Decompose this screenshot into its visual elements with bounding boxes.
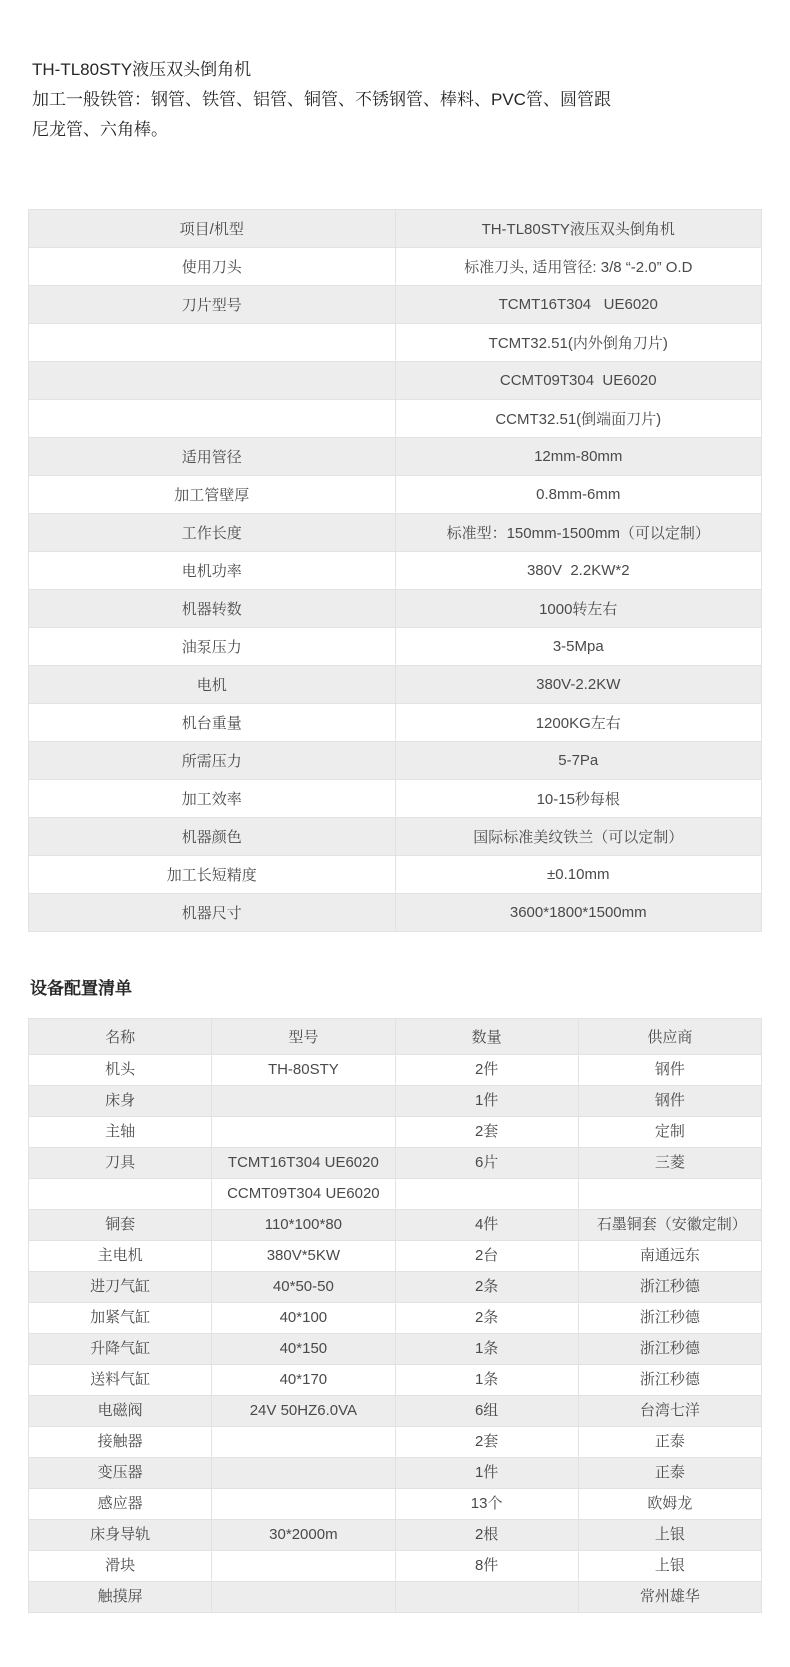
config-cell: 刀具 — [29, 1148, 212, 1179]
spec-value: 380V 2.2KW*2 — [395, 552, 762, 590]
config-cell: TH-80STY — [212, 1055, 395, 1086]
spec-label: 加工效率 — [29, 780, 396, 818]
spec-row — [29, 324, 762, 362]
spec-label: 机台重量 — [29, 704, 396, 742]
spec-row — [29, 590, 762, 628]
config-row — [29, 1272, 762, 1303]
spec-row — [29, 894, 762, 932]
config-row — [29, 1117, 762, 1148]
config-row — [29, 1179, 762, 1210]
config-cell: 滑块 — [29, 1551, 212, 1582]
config-column-header: 供应商 — [578, 1019, 761, 1055]
config-header-row — [29, 1019, 762, 1055]
spec-row — [29, 476, 762, 514]
product-title: TH-TL80STY液压双头倒角机 — [32, 60, 252, 79]
config-cell: 2件 — [395, 1055, 578, 1086]
config-cell: 2套 — [395, 1427, 578, 1458]
spec-label: 机器转数 — [29, 590, 396, 628]
config-cell: 8件 — [395, 1551, 578, 1582]
spec-label — [29, 324, 396, 362]
config-cell: 2根 — [395, 1520, 578, 1551]
spec-value: 3-5Mpa — [395, 628, 762, 666]
config-cell: 2台 — [395, 1241, 578, 1272]
config-cell: 浙江秒德 — [578, 1272, 761, 1303]
spec-value: 380V-2.2KW — [395, 666, 762, 704]
spec-label: 机器颜色 — [29, 818, 396, 856]
spec-label: 适用管径 — [29, 438, 396, 476]
spec-label: 加工长短精度 — [29, 856, 396, 894]
config-cell: 40*50-50 — [212, 1272, 395, 1303]
spec-value: CCMT32.51(倒端面刀片) — [395, 400, 762, 438]
config-cell — [212, 1086, 395, 1117]
spec-row — [29, 400, 762, 438]
config-cell: 主轴 — [29, 1117, 212, 1148]
spec-row — [29, 362, 762, 400]
config-cell: 台湾七洋 — [578, 1396, 761, 1427]
spec-value: ±0.10mm — [395, 856, 762, 894]
config-row — [29, 1489, 762, 1520]
spec-label: 电机功率 — [29, 552, 396, 590]
config-cell: TCMT16T304 UE6020 — [212, 1148, 395, 1179]
config-cell: 主电机 — [29, 1241, 212, 1272]
config-cell: 加紧气缸 — [29, 1303, 212, 1334]
spec-row — [29, 438, 762, 476]
spec-label: 使用刀头 — [29, 248, 396, 286]
config-row — [29, 1241, 762, 1272]
config-cell: 接触器 — [29, 1427, 212, 1458]
config-cell: 2套 — [395, 1117, 578, 1148]
config-cell: 机头 — [29, 1055, 212, 1086]
config-cell: 上银 — [578, 1520, 761, 1551]
spec-value: 3600*1800*1500mm — [395, 894, 762, 932]
config-row — [29, 1210, 762, 1241]
spec-table-body — [29, 210, 762, 932]
intro-block — [28, 55, 762, 145]
spec-table — [28, 209, 762, 932]
spec-label: 项目/机型 — [29, 210, 396, 248]
config-cell — [212, 1458, 395, 1489]
config-cell: 1件 — [395, 1086, 578, 1117]
spec-value: 12mm-80mm — [395, 438, 762, 476]
config-cell: 6组 — [395, 1396, 578, 1427]
config-cell: 铜套 — [29, 1210, 212, 1241]
config-row — [29, 1458, 762, 1489]
spec-value: 标准刀头, 适用管径: 3/8 “-2.0” O.D — [395, 248, 762, 286]
spec-value: 1200KG左右 — [395, 704, 762, 742]
spec-value: 5-7Pa — [395, 742, 762, 780]
config-cell: 1条 — [395, 1365, 578, 1396]
spec-row — [29, 666, 762, 704]
config-cell: 13个 — [395, 1489, 578, 1520]
config-cell: 30*2000m — [212, 1520, 395, 1551]
config-cell — [212, 1427, 395, 1458]
config-cell: 浙江秒德 — [578, 1365, 761, 1396]
spec-value: TCMT16T304 UE6020 — [395, 286, 762, 324]
config-cell: 40*150 — [212, 1334, 395, 1365]
config-cell: 正泰 — [578, 1458, 761, 1489]
config-cell: 进刀气缸 — [29, 1272, 212, 1303]
config-cell: 石墨铜套（安徽定制） — [578, 1210, 761, 1241]
config-cell: 定制 — [578, 1117, 761, 1148]
config-cell: 床身导轨 — [29, 1520, 212, 1551]
spec-value: 标准型：150mm-1500mm（可以定制） — [395, 514, 762, 552]
config-cell: 110*100*80 — [212, 1210, 395, 1241]
spec-value: TCMT32.51(内外倒角刀片) — [395, 324, 762, 362]
config-column-header: 型号 — [212, 1019, 395, 1055]
config-cell — [212, 1582, 395, 1613]
config-cell — [29, 1179, 212, 1210]
spec-value: TH-TL80STY液压双头倒角机 — [395, 210, 762, 248]
config-cell — [212, 1489, 395, 1520]
config-cell: 浙江秒德 — [578, 1303, 761, 1334]
config-section-heading: 设备配置清单 — [30, 979, 132, 998]
spec-label: 油泵压力 — [29, 628, 396, 666]
config-cell: 感应器 — [29, 1489, 212, 1520]
config-cell: 常州雄华 — [578, 1582, 761, 1613]
config-cell: 380V*5KW — [212, 1241, 395, 1272]
config-cell: 上银 — [578, 1551, 761, 1582]
product-description-line-1: 加工一般铁管：钢管、铁管、铝管、铜管、不锈钢管、棒料、PVC管、圆管跟 — [32, 90, 611, 109]
config-cell: 6片 — [395, 1148, 578, 1179]
spec-row — [29, 514, 762, 552]
product-description-line-2: 尼龙管、六角棒。 — [32, 120, 168, 139]
config-cell: 三菱 — [578, 1148, 761, 1179]
config-cell: 40*170 — [212, 1365, 395, 1396]
config-cell: 4件 — [395, 1210, 578, 1241]
spec-label: 加工管壁厚 — [29, 476, 396, 514]
spec-row — [29, 780, 762, 818]
spec-row — [29, 628, 762, 666]
spec-label: 所需压力 — [29, 742, 396, 780]
config-cell — [578, 1179, 761, 1210]
config-cell: 升降气缸 — [29, 1334, 212, 1365]
spec-label — [29, 362, 396, 400]
config-cell: 40*100 — [212, 1303, 395, 1334]
spec-row — [29, 818, 762, 856]
config-row — [29, 1582, 762, 1613]
config-column-header: 名称 — [29, 1019, 212, 1055]
spec-label: 机器尺寸 — [29, 894, 396, 932]
config-cell: 变压器 — [29, 1458, 212, 1489]
config-cell: 24V 50HZ6.0VA — [212, 1396, 395, 1427]
config-table — [28, 1018, 762, 1613]
spec-row — [29, 210, 762, 248]
config-cell: 浙江秒德 — [578, 1334, 761, 1365]
spec-value: CCMT09T304 UE6020 — [395, 362, 762, 400]
config-cell: 欧姆龙 — [578, 1489, 761, 1520]
config-cell — [395, 1582, 578, 1613]
config-cell: 钢件 — [578, 1086, 761, 1117]
config-row — [29, 1365, 762, 1396]
config-cell: 钢件 — [578, 1055, 761, 1086]
spec-label: 工作长度 — [29, 514, 396, 552]
config-row — [29, 1396, 762, 1427]
spec-value: 10-15秒每根 — [395, 780, 762, 818]
config-cell: 触摸屏 — [29, 1582, 212, 1613]
config-row — [29, 1551, 762, 1582]
config-cell: 南通远东 — [578, 1241, 761, 1272]
spec-value: 国际标准美纹铁兰（可以定制） — [395, 818, 762, 856]
config-column-header: 数量 — [395, 1019, 578, 1055]
config-cell — [395, 1179, 578, 1210]
config-table-body — [29, 1055, 762, 1613]
config-cell — [212, 1551, 395, 1582]
config-row — [29, 1427, 762, 1458]
config-cell: 电磁阀 — [29, 1396, 212, 1427]
config-row — [29, 1086, 762, 1117]
config-cell: 正泰 — [578, 1427, 761, 1458]
spec-label — [29, 400, 396, 438]
config-row — [29, 1148, 762, 1179]
spec-row — [29, 552, 762, 590]
config-cell: 1件 — [395, 1458, 578, 1489]
spec-row — [29, 856, 762, 894]
config-cell: 1条 — [395, 1334, 578, 1365]
spec-row — [29, 742, 762, 780]
config-row — [29, 1520, 762, 1551]
config-cell — [212, 1117, 395, 1148]
config-row — [29, 1303, 762, 1334]
spec-label: 电机 — [29, 666, 396, 704]
config-row — [29, 1055, 762, 1086]
spec-row — [29, 286, 762, 324]
spec-row — [29, 248, 762, 286]
spec-row — [29, 704, 762, 742]
config-cell: 2条 — [395, 1272, 578, 1303]
config-cell: 床身 — [29, 1086, 212, 1117]
spec-value: 1000转左右 — [395, 590, 762, 628]
config-cell: 2条 — [395, 1303, 578, 1334]
config-row — [29, 1334, 762, 1365]
spec-value: 0.8mm-6mm — [395, 476, 762, 514]
config-cell: 送料气缸 — [29, 1365, 212, 1396]
config-cell: CCMT09T304 UE6020 — [212, 1179, 395, 1210]
spec-label: 刀片型号 — [29, 286, 396, 324]
